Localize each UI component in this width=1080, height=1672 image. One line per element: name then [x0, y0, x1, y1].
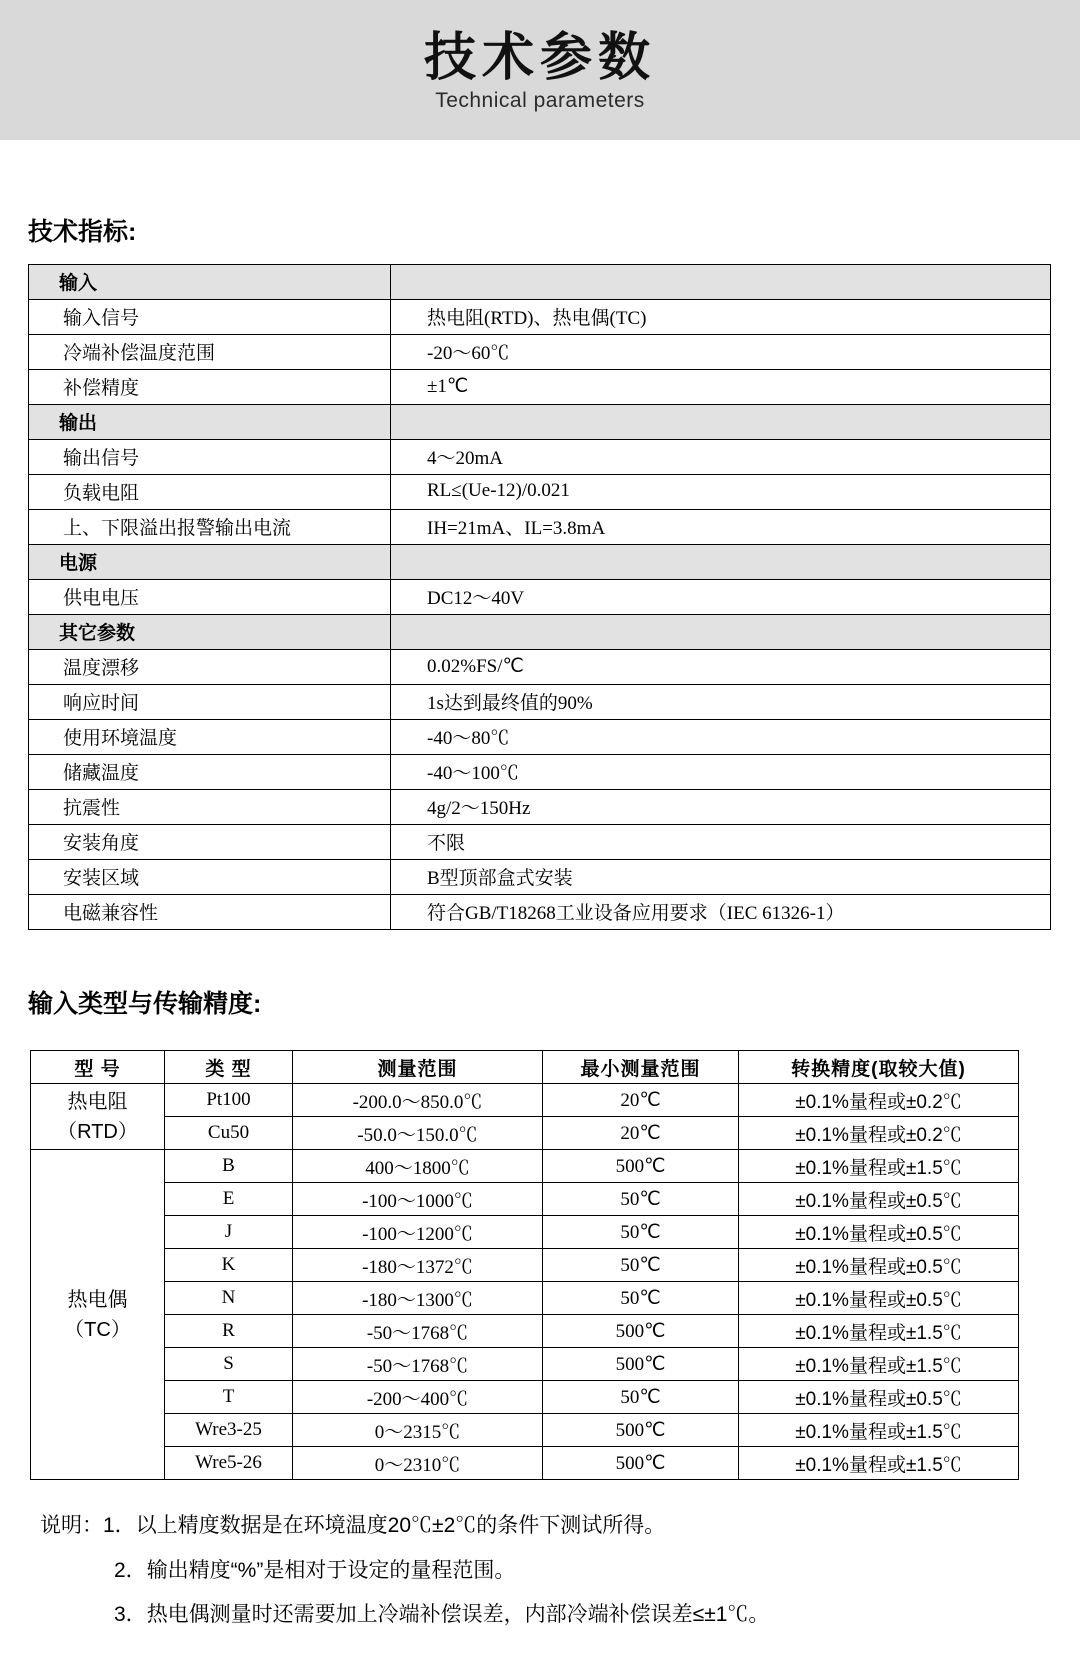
- spec-value: DC12～40V: [391, 580, 1051, 615]
- spec-row: [29, 510, 1051, 545]
- spec-row: [29, 335, 1051, 370]
- sensor-type: J: [165, 1216, 293, 1249]
- spec-value: -40～100℃: [391, 755, 1051, 790]
- spec-value: RL≤(Ue-12)/0.021: [391, 475, 1051, 510]
- spec-label: 输入信号: [29, 300, 391, 335]
- spec-value: [391, 405, 1051, 440]
- sensor-type: T: [165, 1381, 293, 1414]
- min-measuring-range: 500℃: [543, 1414, 739, 1447]
- conversion-accuracy: ±0.1%量程或±0.2℃: [739, 1117, 1019, 1150]
- specifications-table: [28, 264, 1051, 930]
- note-item: [114, 1555, 1080, 1588]
- spec-label: 输入: [29, 265, 391, 300]
- sensor-type: Wre3-25: [165, 1414, 293, 1447]
- table-row: [31, 1183, 1019, 1216]
- spec-group-row: [29, 545, 1051, 580]
- min-measuring-range: 50℃: [543, 1381, 739, 1414]
- measuring-range: 400～1800℃: [293, 1150, 543, 1183]
- spec-label: 安装角度: [29, 825, 391, 860]
- conversion-accuracy: ±0.1%量程或±1.5℃: [739, 1348, 1019, 1381]
- spec-row: [29, 790, 1051, 825]
- table-row: [31, 1117, 1019, 1150]
- spec-value: -40～80℃: [391, 720, 1051, 755]
- table-row: [31, 1150, 1019, 1183]
- note-prefix: 3．: [114, 1603, 147, 1627]
- sensor-type: K: [165, 1249, 293, 1282]
- min-measuring-range: 50℃: [543, 1216, 739, 1249]
- spec-row: [29, 440, 1051, 475]
- spec-value: [391, 545, 1051, 580]
- note-prefix: 说明：1．: [40, 1514, 136, 1537]
- spec-value: 4g/2～150Hz: [391, 790, 1051, 825]
- spec-row: [29, 580, 1051, 615]
- spec-row: [29, 685, 1051, 720]
- spec-label: 安装区域: [29, 860, 391, 895]
- note-item: [40, 1510, 1080, 1543]
- spec-label: 供电电压: [29, 580, 391, 615]
- min-measuring-range: 20℃: [543, 1084, 739, 1117]
- note-prefix: 2．: [114, 1558, 147, 1582]
- measuring-range: 0～2310℃: [293, 1447, 543, 1480]
- page-title: 技术参数: [423, 28, 656, 87]
- sensor-type: E: [165, 1183, 293, 1216]
- column-header: 型 号: [31, 1051, 165, 1084]
- conversion-accuracy: ±0.1%量程或±1.5℃: [739, 1315, 1019, 1348]
- spec-value: -20～60℃: [391, 335, 1051, 370]
- column-header: 类 型: [165, 1051, 293, 1084]
- table-row: [31, 1315, 1019, 1348]
- specifications-table-body: [29, 265, 1051, 930]
- min-measuring-range: 50℃: [543, 1282, 739, 1315]
- input-type-header-row: [31, 1051, 1019, 1084]
- table-row: [31, 1348, 1019, 1381]
- sensor-type: N: [165, 1282, 293, 1315]
- spec-value: [391, 265, 1051, 300]
- sensor-group-label: 热电偶 （TC）: [31, 1150, 165, 1480]
- conversion-accuracy: ±0.1%量程或±0.5℃: [739, 1183, 1019, 1216]
- note-text: 以上精度数据是在环境温度20℃±2℃的条件下测试所得。: [135, 1514, 666, 1537]
- conversion-accuracy: ±0.1%量程或±0.5℃: [739, 1216, 1019, 1249]
- spec-value: 符合GB/T18268工业设备应用要求（IEC 61326-1）: [391, 895, 1051, 930]
- sensor-type: Pt100: [165, 1084, 293, 1117]
- spec-value: 4～20mA: [391, 440, 1051, 475]
- sensor-type: S: [165, 1348, 293, 1381]
- spec-row: [29, 895, 1051, 930]
- table-row: [31, 1447, 1019, 1480]
- sensor-type: Cu50: [165, 1117, 293, 1150]
- measuring-range: -180～1372℃: [293, 1249, 543, 1282]
- sensor-group-label: 热电阻 （RTD）: [31, 1084, 165, 1150]
- spec-label: 响应时间: [29, 685, 391, 720]
- note-item: [114, 1599, 1080, 1632]
- min-measuring-range: 500℃: [543, 1315, 739, 1348]
- conversion-accuracy: ±0.1%量程或±0.5℃: [739, 1381, 1019, 1414]
- spec-row: [29, 300, 1051, 335]
- conversion-accuracy: ±0.1%量程或±0.5℃: [739, 1282, 1019, 1315]
- input-type-table-body: [31, 1084, 1019, 1480]
- spec-value: [391, 615, 1051, 650]
- spec-label: 上、下限溢出报警输出电流: [29, 510, 391, 545]
- min-measuring-range: 500℃: [543, 1150, 739, 1183]
- spec-label: 温度漂移: [29, 650, 391, 685]
- page-subtitle: Technical parameters: [435, 89, 645, 113]
- spec-row: [29, 475, 1051, 510]
- column-header: 转换精度(取较大值): [739, 1051, 1019, 1084]
- measuring-range: -50～1768℃: [293, 1348, 543, 1381]
- spec-value: IH=21mA、IL=3.8mA: [391, 510, 1051, 545]
- conversion-accuracy: ±0.1%量程或±0.5℃: [739, 1249, 1019, 1282]
- spec-value: 1s达到最终值的90%: [391, 685, 1051, 720]
- spec-row: [29, 370, 1051, 405]
- measuring-range: -180～1300℃: [293, 1282, 543, 1315]
- spec-label: 冷端补偿温度范围: [29, 335, 391, 370]
- spec-label: 使用环境温度: [29, 720, 391, 755]
- table-row: [31, 1282, 1019, 1315]
- spec-label: 电源: [29, 545, 391, 580]
- spec-row: [29, 755, 1051, 790]
- input-type-accuracy-table: [30, 1050, 1019, 1480]
- spec-label: 其它参数: [29, 615, 391, 650]
- measuring-range: 0～2315℃: [293, 1414, 543, 1447]
- conversion-accuracy: ±0.1%量程或±1.5℃: [739, 1150, 1019, 1183]
- spec-label: 补偿精度: [29, 370, 391, 405]
- table-row: [31, 1249, 1019, 1282]
- notes-block: [0, 1510, 1080, 1672]
- table-row: [31, 1381, 1019, 1414]
- spec-value: 0.02%FS/℃: [391, 650, 1051, 685]
- note-text: 输出精度“%”是相对于设定的量程范围。: [146, 1558, 516, 1582]
- spec-group-row: [29, 265, 1051, 300]
- sensor-type: B: [165, 1150, 293, 1183]
- spec-value: ±1℃: [391, 370, 1051, 405]
- conversion-accuracy: ±0.1%量程或±1.5℃: [739, 1414, 1019, 1447]
- input-type-section-heading: 输入类型与传输精度:: [28, 990, 262, 1018]
- spec-label: 储藏温度: [29, 755, 391, 790]
- spec-label: 抗震性: [29, 790, 391, 825]
- spec-group-row: [29, 405, 1051, 440]
- measuring-range: -200.0～850.0℃: [293, 1084, 543, 1117]
- measuring-range: -200～400℃: [293, 1381, 543, 1414]
- measuring-range: -50～1768℃: [293, 1315, 543, 1348]
- spec-label: 输出信号: [29, 440, 391, 475]
- spec-row: [29, 860, 1051, 895]
- sensor-type: R: [165, 1315, 293, 1348]
- min-measuring-range: 50℃: [543, 1249, 739, 1282]
- spec-row: [29, 650, 1051, 685]
- spec-value: B型顶部盒式安装: [391, 860, 1051, 895]
- measuring-range: -50.0～150.0℃: [293, 1117, 543, 1150]
- column-header: 测量范围: [293, 1051, 543, 1084]
- note-text: 热电偶测量时还需要加上冷端补偿误差，内部冷端补偿误差≤±1℃。: [146, 1603, 770, 1627]
- spec-label: 电磁兼容性: [29, 895, 391, 930]
- spec-group-row: [29, 615, 1051, 650]
- spec-value: 热电阻(RTD)、热电偶(TC): [391, 300, 1051, 335]
- min-measuring-range: 500℃: [543, 1447, 739, 1480]
- input-type-table-head: [31, 1051, 1019, 1084]
- min-measuring-range: 50℃: [543, 1183, 739, 1216]
- table-row: [31, 1414, 1019, 1447]
- conversion-accuracy: ±0.1%量程或±1.5℃: [739, 1447, 1019, 1480]
- min-measuring-range: 500℃: [543, 1348, 739, 1381]
- spec-row: [29, 825, 1051, 860]
- spec-label: 负载电阻: [29, 475, 391, 510]
- measuring-range: -100～1000℃: [293, 1183, 543, 1216]
- page-banner: [0, 0, 1080, 140]
- spec-label: 输出: [29, 405, 391, 440]
- spec-row: [29, 720, 1051, 755]
- min-measuring-range: 20℃: [543, 1117, 739, 1150]
- spec-section-heading: 技术指标:: [28, 218, 137, 246]
- table-row: [31, 1216, 1019, 1249]
- spec-value: 不限: [391, 825, 1051, 860]
- measuring-range: -100～1200℃: [293, 1216, 543, 1249]
- sensor-type: Wre5-26: [165, 1447, 293, 1480]
- conversion-accuracy: ±0.1%量程或±0.2℃: [739, 1084, 1019, 1117]
- table-row: [31, 1084, 1019, 1117]
- column-header: 最小测量范围: [543, 1051, 739, 1084]
